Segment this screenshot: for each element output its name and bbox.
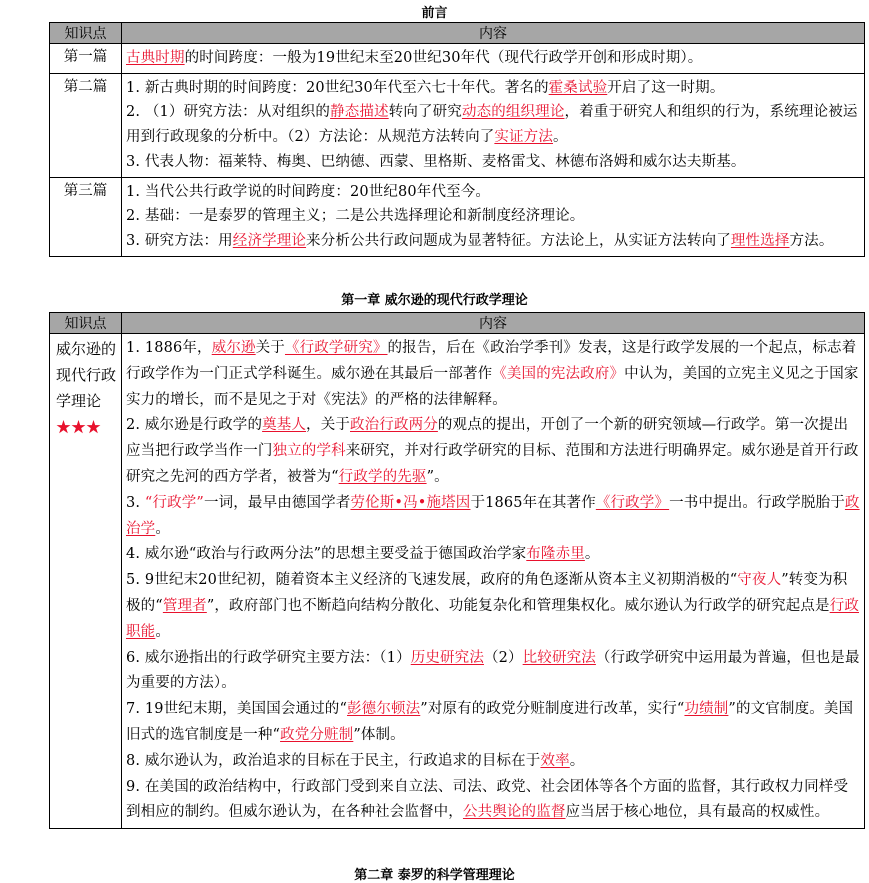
chapter2-title: 第二章 泰罗的科学管理理论 (354, 868, 515, 883)
content-line (126, 697, 860, 749)
highlight-term: 静态描述 (330, 104, 389, 121)
text-segment: 3. 研究方法：用 (126, 232, 233, 249)
content-line (126, 204, 860, 229)
content-header: 内容 (122, 23, 865, 44)
content-line (126, 76, 860, 101)
content-line (126, 646, 860, 698)
text-segment: 。 (584, 546, 600, 563)
content-line (126, 542, 860, 568)
text-segment: 6. 威尔逊指出的行政学研究主要方法：（1） (126, 649, 411, 666)
text-segment: 转向了研究 (388, 104, 462, 121)
red-term: 《美国的宪法政府》 (492, 365, 625, 382)
highlight-term: 布隆赤里 (526, 546, 585, 563)
text-segment: 开启了这一时期。 (607, 79, 725, 96)
topic-label: 威尔逊的现代行政学理论 (56, 340, 117, 410)
topic-header: 知识点 (50, 23, 122, 44)
topic-cell: 第二篇 (50, 73, 122, 177)
highlight-term: 威尔逊 (211, 340, 256, 356)
text-segment: 于1865年在其著作 (470, 494, 596, 511)
text-segment: 的观点的提出，开创了一个新的研究领域—行政学。第一次提出应当把行政学当作一门 (126, 417, 849, 460)
text-segment: 。 (155, 520, 170, 537)
text-segment: 2. （1）研究方法：从对组织的 (126, 104, 331, 121)
highlight-term: 理性选择 (730, 232, 790, 249)
text-segment: 一书中提出。行政学脱胎于 (669, 494, 845, 511)
text-segment: 1. 新古典时期的时间跨度：20世纪30年代至六七十年代。著名的 (126, 79, 549, 96)
text-segment: 1. 当代公共行政学说的时间跨度：20世纪80年代至今。 (126, 183, 491, 200)
text-segment: 方法。 (789, 232, 834, 249)
content-header: 内容 (122, 313, 865, 334)
content-cell (122, 44, 865, 74)
table-row (50, 177, 865, 256)
highlight-term: 公共舆论的监督 (462, 804, 566, 821)
text-segment: ，关于 (306, 417, 350, 434)
topic-header: 知识点 (50, 313, 122, 334)
red-term: 独立的学科 (272, 443, 346, 460)
table-row (50, 334, 865, 829)
highlight-term: 霍桑试验 (548, 79, 608, 96)
content-line (126, 150, 860, 175)
chapter1-table (49, 312, 865, 829)
highlight-term: 《行政学研究》 (284, 340, 388, 356)
text-segment: 。 (155, 623, 170, 640)
content-line (126, 100, 860, 149)
preface-title: 前言 (421, 6, 448, 21)
highlight-term: 政治学 (126, 494, 860, 537)
text-segment: 2. 威尔逊是行政学的 (126, 417, 263, 434)
content-line (126, 413, 860, 490)
text-segment: ”转变为积极的“ (126, 572, 848, 614)
highlight-term: 《行政学》 (595, 494, 670, 511)
text-segment: 关于 (255, 340, 285, 356)
text-segment: ”的文官制度。美国旧式的选官制度是一种“ (126, 701, 854, 743)
text-segment: 来分析公共行政问题成为显著特征。方法论上，从实证方法转向了 (306, 232, 731, 249)
highlight-term: 实证方法 (494, 129, 553, 146)
content-line (126, 491, 860, 543)
content-line (126, 775, 860, 827)
highlight-term: 彭德尔顿法 (347, 701, 421, 718)
highlight-term: 功绩制 (684, 701, 729, 718)
content-line (126, 336, 860, 413)
topic-cell: 第一篇 (50, 44, 122, 74)
content-line (126, 46, 860, 71)
text-segment: ”，政府部门也不断趋向结构分散化、功能复杂化和管理集权化。威尔逊认为行政学的研究起点是 (206, 597, 830, 614)
content-line (126, 749, 860, 775)
text-segment: 5. 9世纪末20世纪初，随着资本主义经济的飞速发展，政府的角色逐渐从资本主义初期消极的“ (126, 572, 738, 589)
text-segment: 的报告，后在《政治学季刊》发表，这是行政学发展的一个起点，标志着行政学作为一门正式学科诞生。威尔逊在其最后一部著作 (126, 340, 857, 382)
text-segment: 7. 19世纪末期，美国国会通过的“ (126, 701, 348, 718)
text-segment: ”对原有的政党分赃制度进行改革，实行“ (420, 701, 685, 718)
highlight-term: 行政学的先驱 (338, 468, 427, 485)
text-segment: 。 (569, 752, 585, 769)
text-segment: （2） (483, 649, 523, 666)
topic-cell: 第三篇 (50, 177, 122, 256)
highlight-term: 比较研究法 (522, 649, 596, 666)
text-segment: 1. 1886年， (126, 340, 212, 356)
chapter1-title: 第一章 威尔逊的现代行政学理论 (341, 293, 528, 308)
preface-table (49, 22, 865, 257)
content-cell (122, 334, 865, 829)
text-segment: 来研究，并对行政学研究的目标、范围和方法进行明确界定。威尔逊是首开行政研究之先河的西方学者，被誉为“ (126, 443, 859, 485)
text-segment: 中认为，美国的立宪主义见之于国家实力的增长，而不是见之于对《宪法》的严格的法律解释。 (126, 365, 859, 408)
highlight-term: 行政职能 (126, 597, 859, 640)
highlight-term: 管理者 (162, 597, 207, 614)
highlight-term: 政治行政两分 (350, 417, 438, 434)
content-cell (122, 177, 865, 256)
highlight-term: 劳伦斯•冯•施塔因 (350, 494, 471, 511)
text-segment: 8. 威尔逊认为，政治追求的目标在于民主，行政追求的目标在于 (126, 752, 541, 769)
importance-stars: ★★★ (56, 418, 102, 436)
text-segment: 一词，最早由德国学者 (203, 494, 351, 511)
text-segment: 的时间跨度：一般为19世纪末至20世纪30年代（现代行政学开创和形成时期）。 (184, 50, 703, 66)
content-line (126, 568, 860, 645)
highlight-term: 历史研究法 (410, 649, 484, 666)
content-cell (122, 73, 865, 177)
red-term: “行政学” (144, 494, 204, 511)
text-segment: ”体制。 (353, 726, 405, 743)
text-segment: （行政学研究中运用最为普遍，但也是最为重要的方法）。 (126, 649, 860, 692)
content-line (126, 229, 860, 254)
text-segment: ”。 (426, 468, 449, 485)
text-segment: 4. 威尔逊“政治与行政两分法”的思想主要受益于德国政治学家 (126, 546, 527, 563)
text-segment: 。 (552, 129, 568, 146)
text-segment: ，着重于研究人和组织的行为，系统理论被运用到行政现象的分析中。（2）方法论：从规范方法转向了 (126, 104, 858, 146)
content-line (126, 180, 860, 205)
highlight-term: 奠基人 (262, 417, 307, 434)
table-row (50, 73, 865, 177)
text-segment: 3. (126, 494, 145, 511)
text-segment: 3. 代表人物：福莱特、梅奥、巴纳德、西蒙、里格斯、麦格雷戈、林德布洛姆和威尔达夫斯基。 (126, 153, 746, 170)
text-segment: 应当居于核心地位，具有最高的权威性。 (565, 804, 830, 821)
highlight-term: 政党分赃制 (280, 726, 354, 743)
highlight-term: 古典时期 (126, 50, 185, 66)
text-segment: 2. 基础：一是泰罗的管理主义；二是公共选择理论和新制度经济理论。 (126, 208, 585, 225)
table-row (50, 44, 865, 74)
highlight-term: 效率 (540, 752, 570, 769)
text-segment: 9. 在美国的政治结构中，行政部门受到来自立法、司法、政党、社会团体等各个方面的监督，其行政权力同样受到相应的制约。但威尔逊认为，在各种社会监督中， (126, 778, 849, 821)
highlight-term: 经济学理论 (232, 232, 307, 249)
topic-cell (50, 334, 122, 829)
red-term: 守夜人 (737, 572, 782, 589)
highlight-term: 动态的组织理论 (461, 104, 565, 121)
